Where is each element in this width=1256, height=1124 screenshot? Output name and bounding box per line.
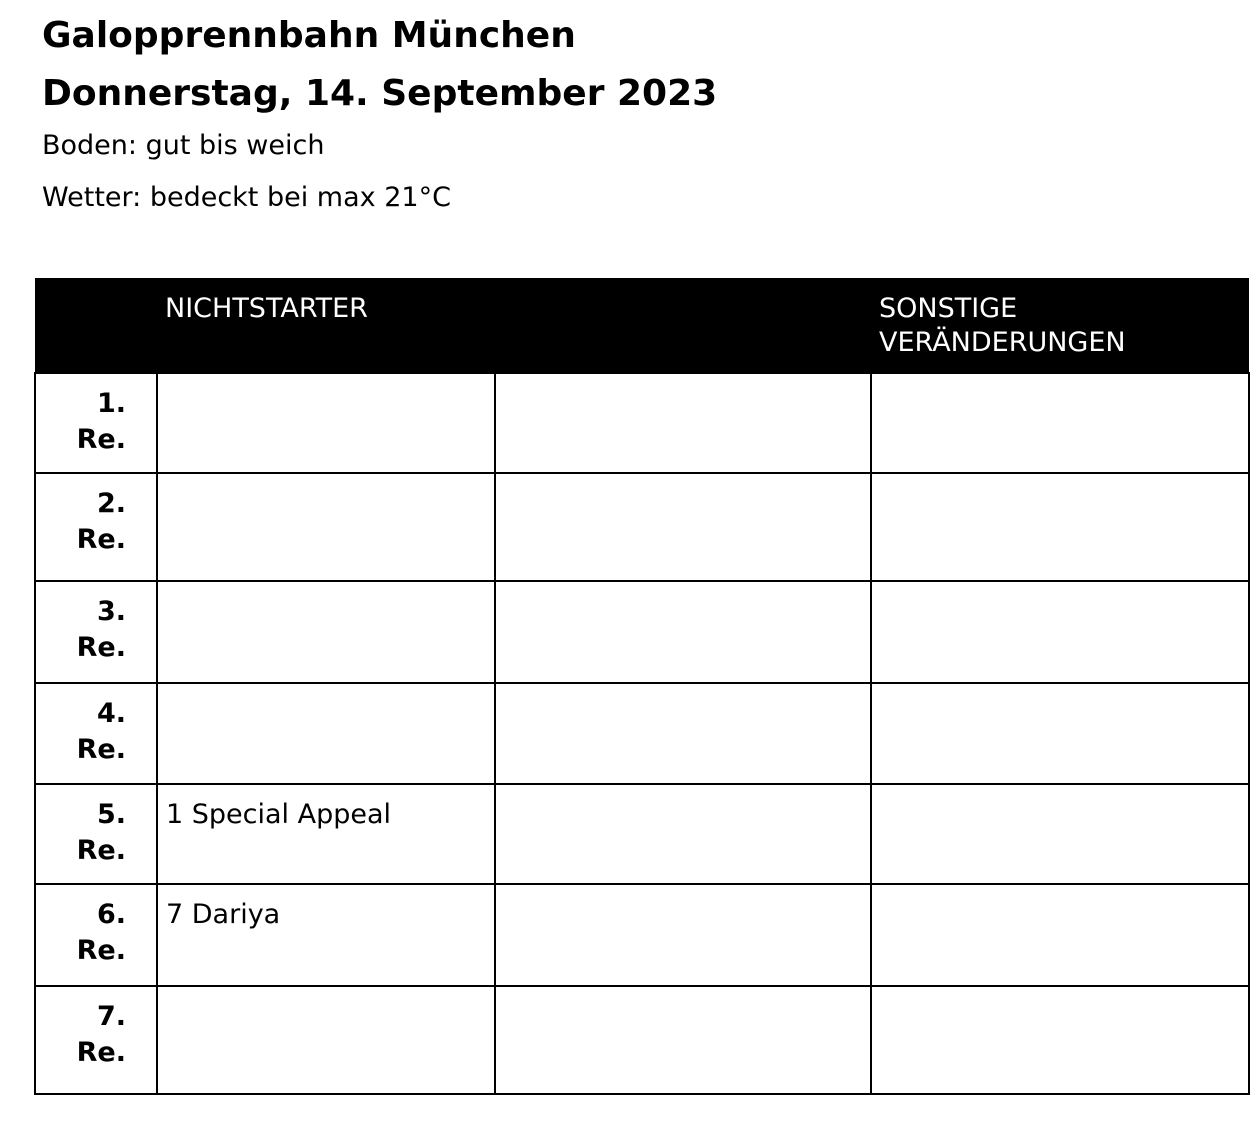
table-row bbox=[35, 986, 1249, 1094]
table-row bbox=[35, 581, 1249, 683]
middle-cell bbox=[495, 884, 871, 986]
middle-cell bbox=[495, 683, 871, 784]
nichtstarter-cell bbox=[157, 373, 495, 473]
sonstige-cell bbox=[871, 581, 1249, 683]
middle-cell bbox=[495, 373, 871, 473]
race-cell: 5. Re. bbox=[35, 784, 157, 884]
sonstige-cell bbox=[871, 986, 1249, 1094]
table-row bbox=[35, 473, 1249, 581]
table-row bbox=[35, 784, 1249, 884]
race-cell: 7. Re. bbox=[35, 986, 157, 1094]
header-cell-sonstige: SONSTIGE VERÄNDERUNGEN bbox=[871, 278, 1249, 373]
table-row bbox=[35, 683, 1249, 784]
ground-condition: Boden: gut bis weich bbox=[42, 130, 325, 161]
changes-table bbox=[34, 278, 1250, 1095]
page-subtitle-date: Donnerstag, 14. September 2023 bbox=[42, 73, 718, 114]
sonstige-cell bbox=[871, 784, 1249, 884]
table-row bbox=[35, 373, 1249, 473]
middle-cell bbox=[495, 473, 871, 581]
header-cell-blank bbox=[495, 278, 871, 373]
race-cell: 4. Re. bbox=[35, 683, 157, 784]
sonstige-cell bbox=[871, 373, 1249, 473]
weather-info: Wetter: bedeckt bei max 21°C bbox=[42, 182, 451, 213]
nichtstarter-cell bbox=[157, 683, 495, 784]
race-cell: 2. Re. bbox=[35, 473, 157, 581]
table-row bbox=[35, 884, 1249, 986]
nichtstarter-cell bbox=[157, 581, 495, 683]
race-cell: 1. Re. bbox=[35, 373, 157, 473]
nichtstarter-cell: 1 Special Appeal bbox=[157, 784, 495, 884]
nichtstarter-cell bbox=[157, 473, 495, 581]
table-header-row bbox=[35, 278, 1249, 373]
middle-cell bbox=[495, 784, 871, 884]
middle-cell bbox=[495, 581, 871, 683]
race-cell: 3. Re. bbox=[35, 581, 157, 683]
nichtstarter-cell bbox=[157, 986, 495, 1094]
middle-cell bbox=[495, 986, 871, 1094]
race-cell: 6. Re. bbox=[35, 884, 157, 986]
nichtstarter-cell: 7 Dariya bbox=[157, 884, 495, 986]
header-cell-race bbox=[35, 278, 157, 373]
sonstige-cell bbox=[871, 473, 1249, 581]
sonstige-cell bbox=[871, 683, 1249, 784]
header-cell-nichtstarter: NICHTSTARTER bbox=[157, 278, 495, 373]
sonstige-cell bbox=[871, 884, 1249, 986]
page-title: Galopprennbahn München bbox=[42, 15, 576, 56]
